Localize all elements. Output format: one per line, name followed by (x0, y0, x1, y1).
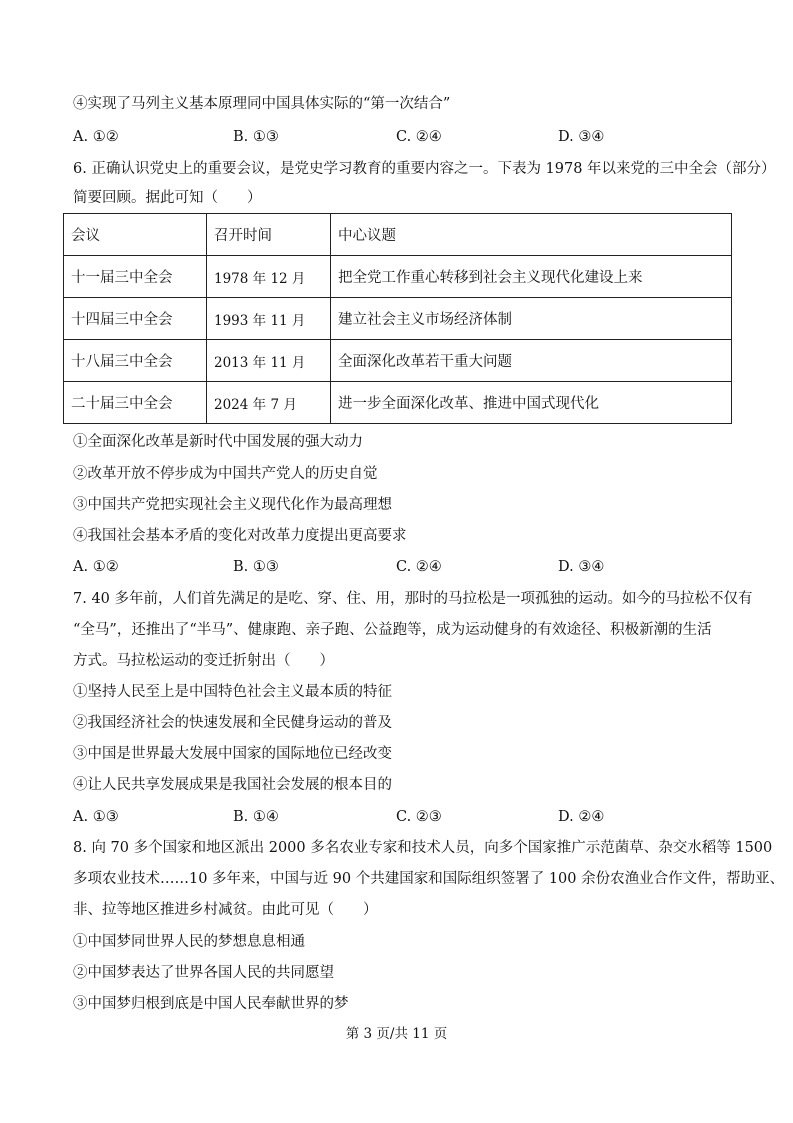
table-cell-time: 2024 年 7 月 (207, 382, 331, 424)
table-cell-meeting: 二十届三中全会 (64, 382, 207, 424)
q5-option-b: B. ①③ (233, 129, 279, 145)
q7-statement-2: ②我国经济社会的快速发展和全民健身运动的普及 (73, 715, 392, 731)
table-cell-meeting: 十四届三中全会 (64, 298, 207, 340)
q7-stem-line-2: “全马”，还推出了“半马”、健康跑、亲子跑、公益跑等，成为运动健身的有效途径、积极新潮的生活 (73, 622, 712, 638)
table-cell-time: 2013 年 11 月 (207, 340, 331, 382)
table-cell-meeting: 十一届三中全会 (64, 256, 207, 298)
table-cell-topic: 把全党工作重心转移到社会主义现代化建设上来 (331, 256, 732, 298)
q8-statement-2: ②中国梦表达了世界各国人民的共同愿望 (73, 965, 334, 981)
table-cell-time: 1993 年 11 月 (207, 298, 331, 340)
table-cell-time: 1978 年 12 月 (207, 256, 331, 298)
table-row (64, 256, 732, 298)
table-header-row (64, 214, 732, 256)
q7-statement-3: ③中国是世界最大发展中国家的国际地位已经改变 (73, 746, 392, 762)
q6-option-b: B. ①③ (233, 559, 279, 575)
table-cell-meeting: 十八届三中全会 (64, 340, 207, 382)
q8-stem-line-1: 8. 向 70 多个国家和地区派出 2000 多名农业专家和技术人员，向多个国家推广示范菌草、杂交水稻等 1500 (73, 840, 773, 856)
q7-stem-line-3: 方式。马拉松运动的变迁折射出（ ） (73, 653, 334, 669)
q6-statement-3: ③中国共产党把实现社会主义现代化作为最高理想 (73, 497, 392, 513)
q6-option-a: A. ①② (73, 559, 119, 575)
q5-option-d: D. ③④ (558, 129, 605, 145)
q8-statement-3: ③中国梦归根到底是中国人民奉献世界的梦 (73, 996, 349, 1012)
q8-statement-1: ①中国梦同世界人民的梦想息息相通 (73, 934, 305, 950)
q7-options (73, 807, 733, 827)
q6-stem-line-2: 简要回顾。据此可知（ ） (73, 190, 262, 206)
q8-stem-line-3: 非、拉等地区推进乡村减贫。由此可见（ ） (73, 902, 378, 918)
table-header-cell: 中心议题 (331, 214, 732, 256)
q5-option-a: A. ①② (73, 129, 119, 145)
table-row (64, 382, 732, 424)
table-row (64, 340, 732, 382)
q5-statement-4: ④实现了马列主义基本原理同中国具体实际的“第一次结合” (73, 96, 451, 112)
meetings-table (63, 213, 732, 424)
q7-option-a: A. ①③ (73, 809, 119, 825)
q6-option-c: C. ②④ (396, 559, 442, 575)
table-cell-topic: 进一步全面深化改革、推进中国式现代化 (331, 382, 732, 424)
q7-option-c: C. ②③ (396, 809, 442, 825)
q6-statement-1: ①全面深化改革是新时代中国发展的强大动力 (73, 434, 363, 450)
q6-option-d: D. ③④ (558, 559, 605, 575)
table-cell-topic: 建立社会主义市场经济体制 (331, 298, 732, 340)
table-row (64, 298, 732, 340)
q7-statement-1: ①坚持人民至上是中国特色社会主义最本质的特征 (73, 684, 392, 700)
q6-options (73, 557, 733, 577)
q6-statement-4: ④我国社会基本矛盾的变化对改革力度提出更高要求 (73, 528, 407, 544)
q6-stem-line-1: 6. 正确认识党史上的重要会议，是党史学习教育的重要内容之一。下表为 1978 年以来党的三中全会（部分） (73, 161, 776, 177)
q5-options (73, 127, 733, 147)
q8-stem-line-2: 多项农业技术……10 多年来，中国与近 90 个共建国家和国际组织签署了 100 余份农渔业合作文件，帮助亚、 (73, 871, 785, 887)
q7-option-d: D. ②④ (558, 809, 605, 825)
table-header-cell: 召开时间 (207, 214, 331, 256)
table-header-cell: 会议 (64, 214, 207, 256)
q7-stem-line-1: 7. 40 多年前，人们首先满足的是吃、穿、住、用，那时的马拉松是一项孤独的运动。如今的马拉松不仅有 (73, 591, 753, 607)
q5-option-c: C. ②④ (396, 129, 442, 145)
q7-statement-4: ④让人民共享发展成果是我国社会发展的根本目的 (73, 777, 392, 793)
page-footer: 第 3 页/共 11 页 (345, 1026, 448, 1042)
q7-option-b: B. ①④ (233, 809, 279, 825)
q6-statement-2: ②改革开放不停步成为中国共产党人的历史自觉 (73, 466, 378, 482)
table-cell-topic: 全面深化改革若干重大问题 (331, 340, 732, 382)
